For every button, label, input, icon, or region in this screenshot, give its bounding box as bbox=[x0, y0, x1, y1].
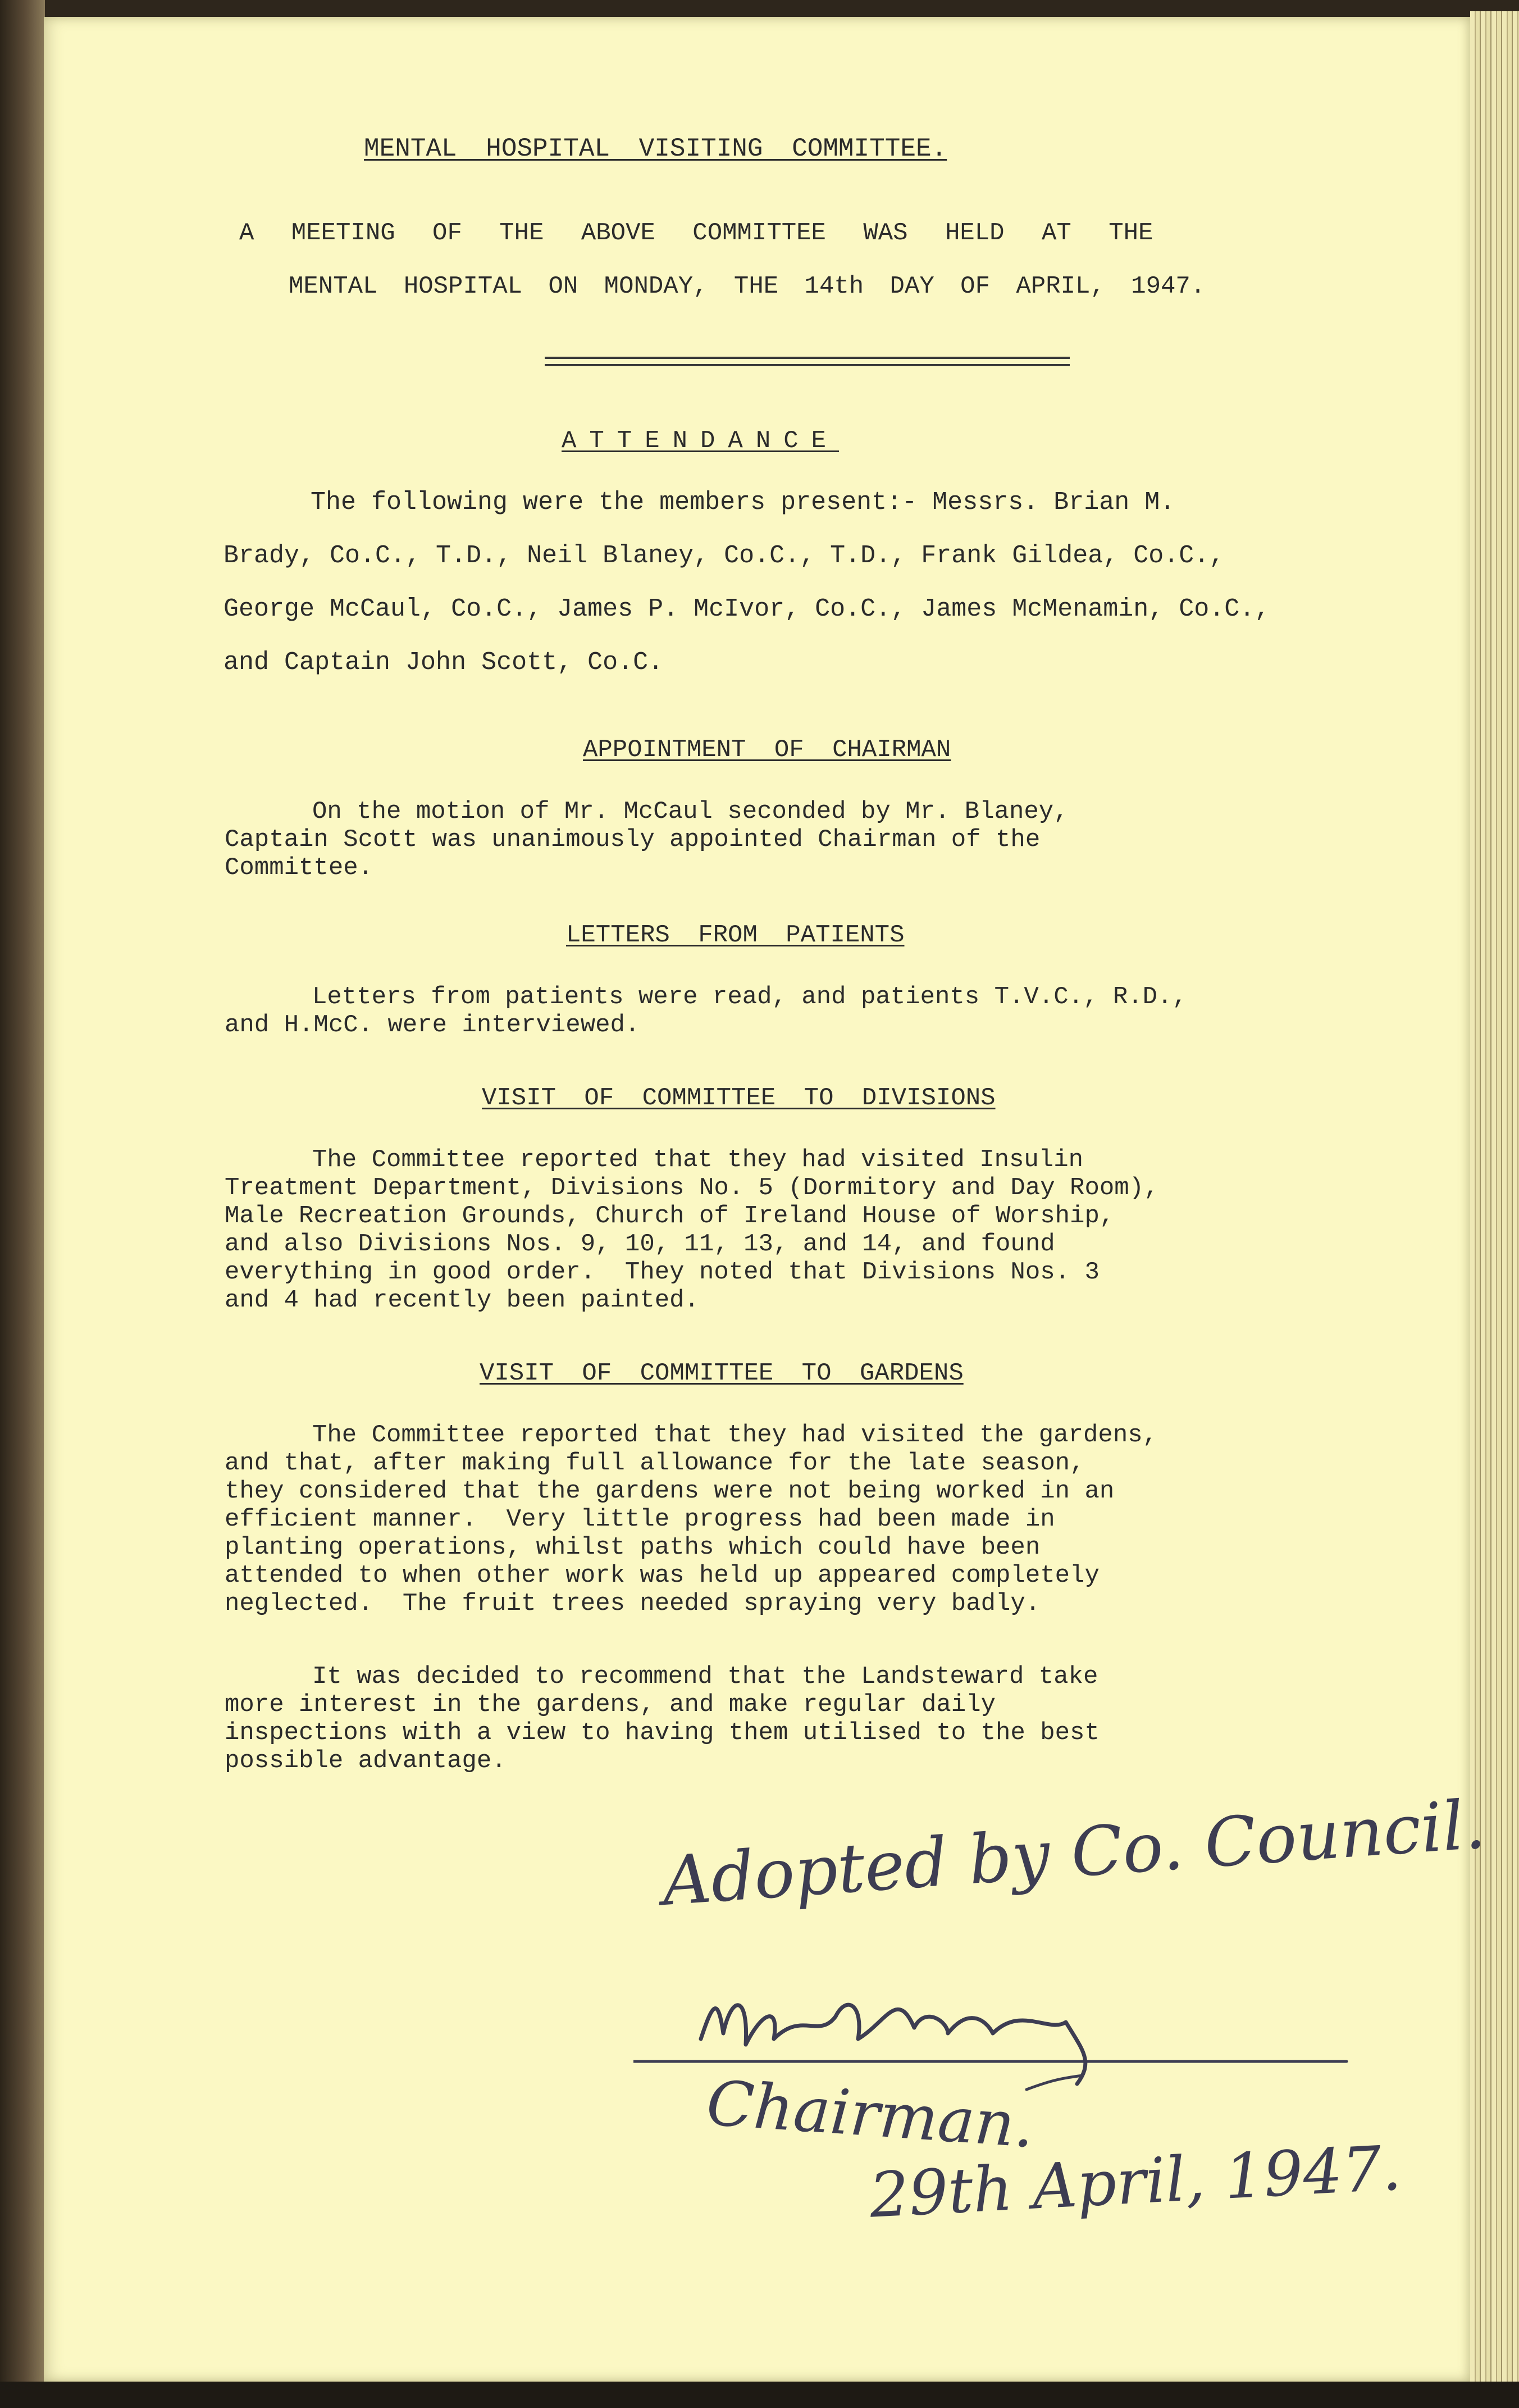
double-rule-top bbox=[545, 357, 1070, 359]
gardens-line: neglected. The fruit trees needed spraying very badly. bbox=[225, 1590, 1041, 1618]
scan-bottom-border bbox=[0, 2382, 1519, 2408]
scan-top-border bbox=[0, 0, 1519, 17]
document-title: MENTAL HOSPITAL VISITING COMMITTEE. bbox=[364, 134, 947, 163]
gardens-recommendation-line: more interest in the gardens, and make regular daily bbox=[225, 1691, 996, 1719]
chairman-line: On the motion of Mr. McCaul seconded by Mr. Blaney, bbox=[312, 798, 1069, 826]
divisions-line: everything in good order. They noted that Divisions Nos. 3 bbox=[225, 1258, 1100, 1286]
chairman-line: Committee. bbox=[225, 854, 373, 882]
divisions-line: and also Divisions Nos. 9, 10, 11, 13, and 14, and found bbox=[225, 1230, 1055, 1258]
letters-heading: LETTERS FROM PATIENTS bbox=[566, 921, 905, 949]
gardens-line: they considered that the gardens were not being worked in an bbox=[225, 1477, 1115, 1505]
letters-line: and H.McC. were interviewed. bbox=[225, 1011, 640, 1039]
attendance-heading: ATTENDANCE bbox=[562, 427, 840, 455]
divisions-line: Treatment Department, Divisions No. 5 (Dormitory and Day Room), bbox=[225, 1174, 1159, 1202]
document-page bbox=[44, 17, 1488, 2382]
gardens-line: and that, after making full allowance for the late season, bbox=[225, 1449, 1085, 1477]
book-binding bbox=[0, 0, 45, 2408]
page-stack-edge bbox=[1470, 11, 1519, 2387]
attendance-line: and Captain John Scott, Co.C. bbox=[223, 648, 664, 677]
gardens-recommendation-line: possible advantage. bbox=[225, 1747, 507, 1775]
handwritten-chairman-role: Chairman. bbox=[704, 2066, 1037, 2162]
gardens-recommendation-line: It was decided to recommend that the Landsteward take bbox=[312, 1663, 1098, 1691]
attendance-line: George McCaul, Co.C., James P. McIvor, Co.C., James McMenamin, Co.C., bbox=[223, 595, 1270, 623]
divisions-heading: VISIT OF COMMITTEE TO DIVISIONS bbox=[482, 1084, 996, 1112]
gardens-line: efficient manner. Very little progress had been made in bbox=[225, 1505, 1055, 1533]
handwritten-date: 29th April, 1947. bbox=[868, 2132, 1403, 2232]
chairman-line: Captain Scott was unanimously appointed Chairman of the bbox=[225, 826, 1041, 854]
gardens-heading: VISIT OF COMMITTEE TO GARDENS bbox=[480, 1359, 964, 1387]
gardens-line: The Committee reported that they had visited the gardens, bbox=[312, 1421, 1158, 1449]
intro-line-1: A MEETING OF THE ABOVE COMMITTEE WAS HELD AT THE bbox=[239, 219, 1153, 247]
divisions-line: The Committee reported that they had visited Insulin bbox=[312, 1146, 1084, 1174]
gardens-line: attended to when other work was held up appeared completely bbox=[225, 1562, 1100, 1590]
divisions-line: Male Recreation Grounds, Church of Ireland House of Worship, bbox=[225, 1202, 1115, 1230]
double-rule-bottom bbox=[545, 364, 1070, 366]
intro-line-2: MENTAL HOSPITAL ON MONDAY, THE 14th DAY OF APRIL, 1947. bbox=[289, 272, 1206, 301]
letters-line: Letters from patients were read, and patients T.V.C., R.D., bbox=[312, 983, 1187, 1011]
handwritten-adopted-note: Adopted by Co. Council. bbox=[659, 1785, 1488, 1922]
gardens-recommendation-line: inspections with a view to having them utilised to the best bbox=[225, 1719, 1100, 1747]
divisions-line: and 4 had recently been painted. bbox=[225, 1286, 699, 1314]
attendance-line: Brady, Co.C., T.D., Neil Blaney, Co.C., T.D., Frank Gildea, Co.C., bbox=[223, 541, 1225, 570]
attendance-line: The following were the members present:- Messrs. Brian M. bbox=[311, 488, 1175, 517]
gardens-line: planting operations, whilst paths which could have been bbox=[225, 1533, 1041, 1562]
chairman-heading: APPOINTMENT OF CHAIRMAN bbox=[583, 736, 951, 764]
